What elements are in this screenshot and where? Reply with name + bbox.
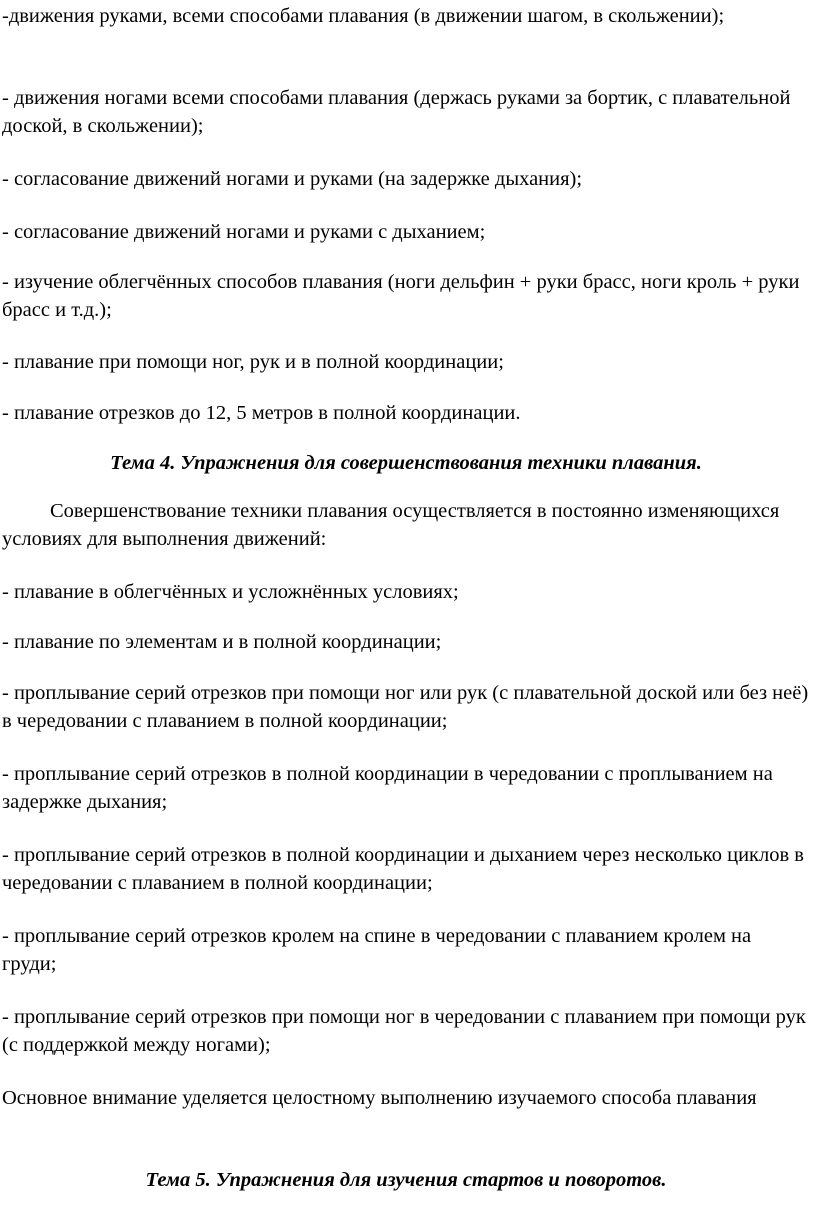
section-heading-4: Тема 4. Упражнения для совершенствования техники плавания. [110, 452, 702, 474]
list-item: - проплывание серий отрезков при помощи ног или рук (с плавательной доской или без неё) в чередовании с плаванием в полной координации; [2, 682, 809, 732]
intro-paragraph: Совершенствование техники плавания осуществляется в постоянно изменяющихся условиях для выполнения движений: [2, 500, 780, 550]
list-item: - изучение облегчённых способов плавания (ноги дельфин + руки брасс, ноги кроль + руки брасс и т.д.); [2, 271, 800, 321]
list-item: - проплывание серий отрезков кролем на спине в чередовании с плаванием кролем на груди; [2, 925, 752, 975]
list-item: - проплывание серий отрезков в полной координации в чередовании с проплыванием на задержке дыхания; [2, 763, 773, 813]
list-item: - движения ногами всеми способами плавания (держась руками за бортик, с плавательной доской, в скольжении); [2, 87, 791, 137]
list-item: - плавание по элементам и в полной координации; [2, 631, 442, 653]
list-item: - плавание при помощи ног, рук и в полной координации; [2, 351, 504, 373]
list-item: - согласование движений ногами и руками с дыханием; [2, 221, 486, 243]
list-item: -движения руками, всеми способами плавания (в движении шагом, в скольжении); [2, 5, 725, 27]
list-item: - проплывание серий отрезков при помощи ног в чередовании с плаванием при помощи рук (с поддержкой между ногами); [2, 1006, 806, 1056]
list-item: - проплывание серий отрезков в полной координации и дыханием через несколько циклов в чередовании с плаванием в полной координации; [2, 844, 804, 894]
list-item: - плавание отрезков до 12, 5 метров в полной координации. [2, 402, 521, 424]
summary-paragraph: Основное внимание уделяется целостному выполнению изучаемого способа плавания [2, 1087, 757, 1109]
list-item: - плавание в облегчённых и усложнённых условиях; [2, 581, 459, 603]
section-heading-5: Тема 5. Упражнения для изучения стартов и поворотов. [145, 1169, 667, 1191]
list-item: - согласование движений ногами и руками (на задержке дыхания); [2, 168, 583, 190]
